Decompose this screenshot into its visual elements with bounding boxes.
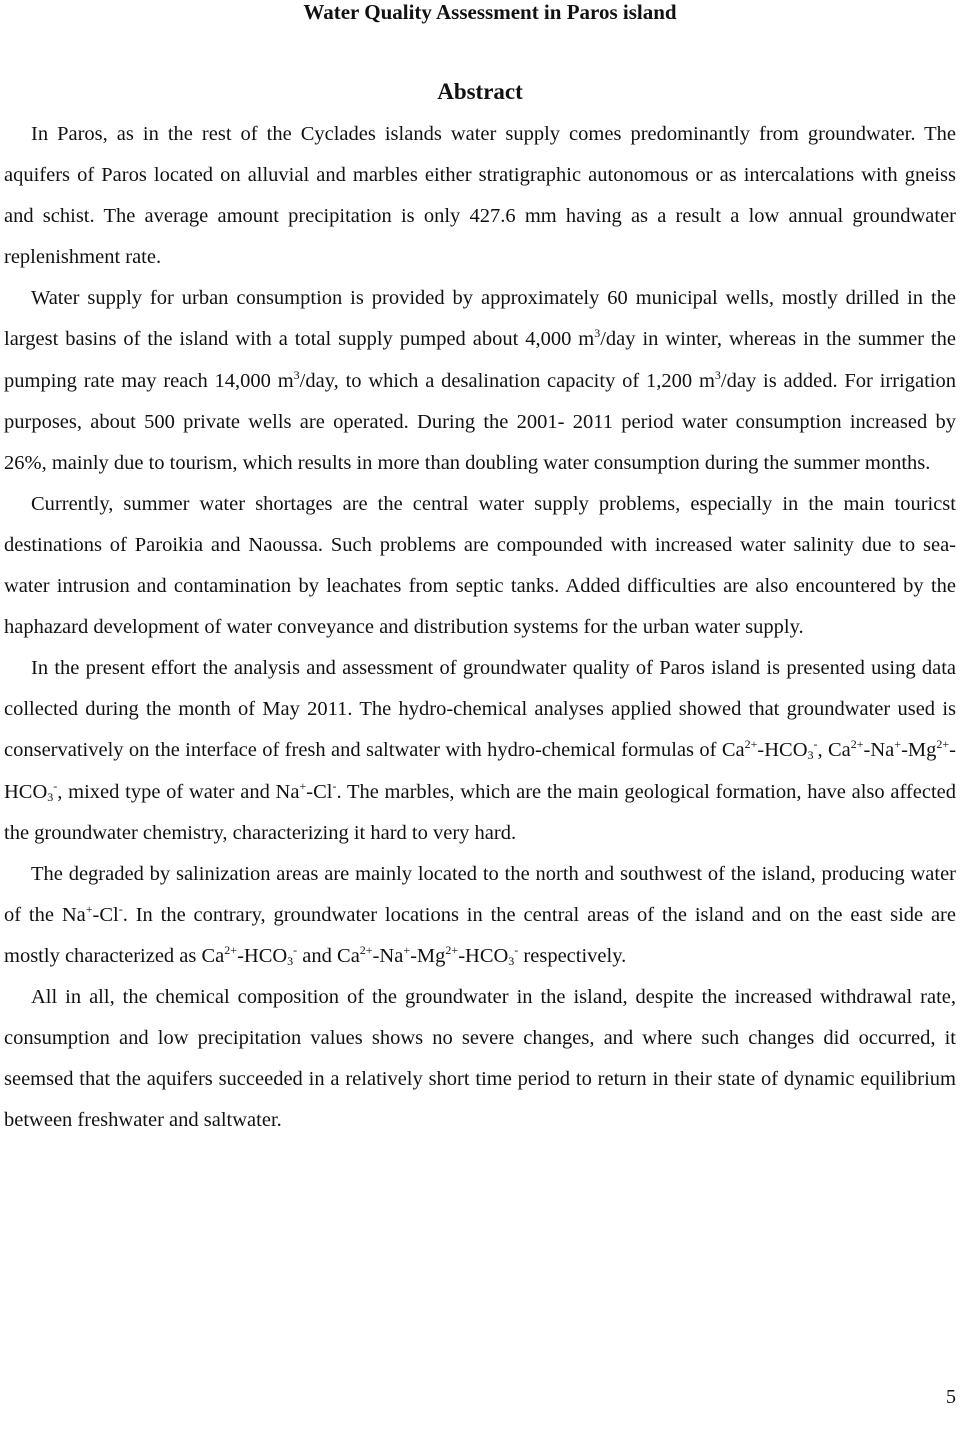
abstract-heading: Abstract <box>437 79 523 104</box>
paragraph-3: Currently, summer water shortages are the central water supply problems, especially in the main touricst destinations of Paroikia and Naoussa. Such problems are compounded with increased water salinity due to sea-water intrusion and contamination by leachates from septic tanks. Added difficulties are also encountered by the haphazard development of water conveyance and distribution systems for the urban water supply. <box>4 492 956 639</box>
paragraph-4: In the present effort the analysis and assessment of groundwater quality of Paros island is presented using data collected during the month of May 2011. The hydro-chemical analyses applied showed that groundwater used is conservatively on the interface of fresh and saltwater with hydro-chemical formulas of $Ca^{2+}-HCO_3^-$, $Ca^{2+}-Na^+-Mg^{2+}-HCO_3^-$, mixed type of water and Na+-Cl-. The marbles, which are the main geological formation, have also affected the groundwater chemistry, characterizing it hard to very hard. <box>4 657 957 844</box>
paragraph-1 <box>4 114 956 278</box>
abstract-body <box>4 114 956 1141</box>
paragraph-1-text: In Paros, as in the rest of the Cyclades islands water supply comes predominantly from groundwater. The aquifers of Paros located on alluvial and marbles either stratigraphic autonomous or as intercalations with gneiss and schist. The average amount precipitation is only 427.6 mm having as a result a low annual groundwater replenishment rate. <box>4 123 956 269</box>
paragraph-6: All in all, the chemical composition of the groundwater in the island, despite the increased withdrawal rate, consumption and low precipitation values shows no severe changes, and where such changes did occurred, it seemsed that the aquifers succeeded in a relatively short time period to return in their state of dynamic equilibrium between freshwater and saltwater. <box>4 985 956 1132</box>
document-title: Water Quality Assessment in Paros island <box>303 0 677 24</box>
paragraph-2: Water supply for urban consumption is provided by approximately 60 municipal wells, mostly drilled in the largest basins of the island with a total supply pumped about 4,000 $m^3$/day in winter, whereas in the summer the pumping rate may reach 14,000 $m^3$/day, to which a desalination capacity of 1,200 $m^3$/day is added. For irrigation purposes, about 500 private wells are operated. During the 2001- 2011 period water consumption increased by 26%, mainly due to tourism, which results in more than doubling water consumption during the summer months. <box>4 287 956 474</box>
page-number: 5 <box>946 1386 956 1408</box>
paragraph-5: The degraded by salinization areas are mainly located to the north and southwest of the island, producing water of the Na+-Cl-. In the contrary, groundwater locations in the central areas of the island and on the east side are mostly characterized as $Ca^{2+}-HCO_3^-$ and $Ca^{2+}-Na^+-Mg^{2+}-HCO_3^-$ respectively. <box>4 862 956 968</box>
